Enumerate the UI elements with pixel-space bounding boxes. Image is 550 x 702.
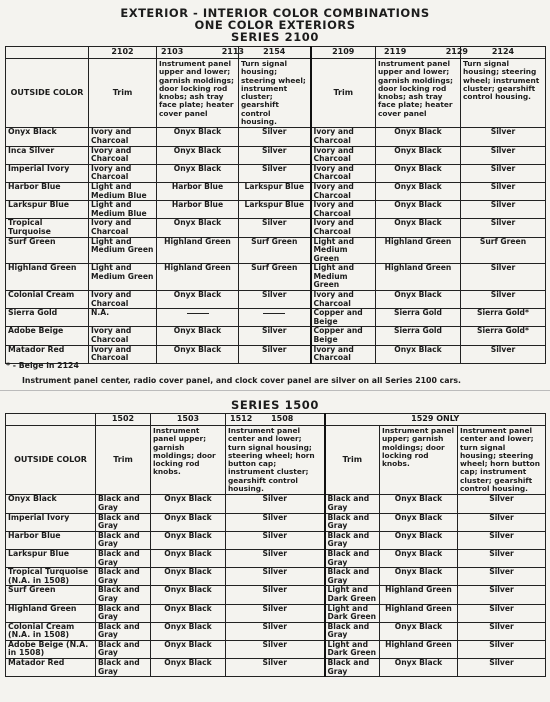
housing-color-cell: Silver [239,327,311,345]
trim-cell-2: Ivory and Charcoal [311,219,376,237]
outside-color-cell: Imperial Ivory [6,513,96,531]
outside-color-header: OUTSIDE COLOR [6,426,96,495]
table-row [6,604,546,622]
housing-color-cell: Silver [226,531,325,549]
panel-color-cell: Onyx Black [151,495,226,513]
trim-cell-2: Light and Medium Green [311,237,376,264]
doc-title: EXTERIOR - INTERIOR COLOR COMBINATIONS [120,6,430,20]
trim-cell: Black and Gray [96,640,151,658]
housing-color-cell-2: Silver [458,549,546,567]
housing-color-cell-2: Silver [458,604,546,622]
housing-color-cell: Silver [239,164,311,182]
outside-color-cell: Highland Green [6,264,89,291]
model-2119: 2119 2129 [376,47,461,59]
table-row [6,219,546,237]
outside-color-header: OUTSIDE COLOR [6,59,89,128]
table-row [6,164,546,182]
table-row [6,549,546,567]
blank-header-cell [6,47,89,59]
trim-cell-2: Ivory and Charcoal [311,345,376,363]
trim-cell-2: Ivory and Charcoal [311,146,376,164]
panel-color-cell: Onyx Black [157,291,239,309]
housing-color-cell: Silver [239,291,311,309]
table-row [6,586,546,604]
trim-cell-2: Ivory and Charcoal [311,164,376,182]
trim-cell: Black and Gray [96,568,151,586]
trim-cell-2: Ivory and Charcoal [311,182,376,200]
trim-cell: Black and Gray [96,604,151,622]
desc-turn-signal: Turn signal housing; steering wheel; instrument cluster; gearshift control housing. [239,59,311,128]
housing-color-cell: Larkspur Blue [239,201,311,219]
housing-color-cell-2: Silver [458,640,546,658]
housing-color-cell: Silver [239,345,311,363]
outside-color-cell: Onyx Black [6,128,89,146]
housing-color-cell-2: Silver [458,568,546,586]
trim-cell-2: Black and Gray [325,622,380,640]
trim-cell: Ivory and Charcoal [89,164,157,182]
model-1508: 1508 [271,414,294,424]
panel-color-cell: Onyx Black [157,327,239,345]
model-1503: 1503 [151,414,226,426]
housing-color-cell-2: Silver [458,513,546,531]
panel-color-cell-2: Onyx Black [376,201,461,219]
trim-cell: Ivory and Charcoal [89,291,157,309]
model-2109: 2109 [311,47,376,59]
outside-color-cell: Larkspur Blue [6,549,96,567]
panel-color-cell-2: Onyx Black [376,146,461,164]
desc-instrument-panel-2: Instrument panel upper and lower; garnish moldings; door locking rod knobs; ash tray face plate; heater cover panel [376,59,461,128]
housing-color-cell: Larkspur Blue [239,182,311,200]
housing-color-cell: Silver [226,568,325,586]
series-2100-body [6,128,546,363]
trim-cell: Light and Medium Green [89,264,157,291]
panel-color-cell: Onyx Black [157,219,239,237]
trim-cell: Light and Medium Green [89,237,157,264]
trim-cell: Ivory and Charcoal [89,345,157,363]
panel-color-cell: Highland Green [157,237,239,264]
housing-color-cell-2: Silver [461,164,546,182]
table-row [6,182,546,200]
outside-color-cell: Onyx Black [6,495,96,513]
housing-color-cell-2: Silver [458,531,546,549]
outside-color-cell: Imperial Ivory [6,164,89,182]
housing-color-cell-2: Silver [461,201,546,219]
housing-color-cell: Silver [226,622,325,640]
table-row [6,264,546,291]
trim-cell-2: Ivory and Charcoal [311,291,376,309]
panel-color-cell-2: Onyx Black [380,659,458,677]
trim-cell-2: Black and Gray [325,659,380,677]
trim-header: Trim [89,59,157,128]
panel-color-cell-2: Highland Green [376,264,461,291]
panel-color-cell-2: Onyx Black [376,291,461,309]
trim-cell-2: Copper and Beige [311,309,376,327]
trim-cell: Black and Gray [96,622,151,640]
model-2103: 2103 2113 [157,47,239,59]
panel-color-cell: Harbor Blue [157,182,239,200]
trim-header-2: Trim [325,426,380,495]
panel-color-cell-2: Highland Green [376,237,461,264]
outside-color-cell: Surf Green [6,237,89,264]
series-2100-title: SERIES 2100 [230,30,320,44]
desc-turn-signal-2: Turn signal housing; steering wheel; instrument cluster; gearshift control housing. [461,59,546,128]
outside-color-cell: Colonial Cream (N.A. in 1508) [6,622,96,640]
outside-color-cell: Highland Green [6,604,96,622]
column-description-row-1500 [6,426,546,495]
trim-cell-2: Black and Gray [325,549,380,567]
table-row [6,568,546,586]
housing-color-cell: Silver [226,513,325,531]
housing-color-cell: Silver [226,495,325,513]
panel-color-cell-2: Onyx Black [376,182,461,200]
outside-color-cell: Colonial Cream [6,291,89,309]
trim-cell: N.A. [89,309,157,327]
housing-color-cell: Silver [239,219,311,237]
housing-color-cell-2: Silver [461,219,546,237]
housing-color-cell-2: Silver [458,495,546,513]
panel-color-cell: Onyx Black [151,549,226,567]
trim-cell-2: Ivory and Charcoal [311,201,376,219]
outside-color-cell: Harbor Blue [6,182,89,200]
outside-color-cell: Adobe Beige (N.A. in 1508) [6,640,96,658]
model-2102: 2102 [89,47,157,59]
trim-cell: Black and Gray [96,549,151,567]
desc-instrument-panel-upper: Instrument panel upper; garnish moldings; door locking rod knobs. [151,426,226,495]
trim-cell: Black and Gray [96,659,151,677]
series-1500-title: SERIES 1500 [230,398,320,412]
trim-cell: Black and Gray [96,586,151,604]
trim-cell-2: Black and Gray [325,531,380,549]
blank-header-cell [6,414,96,426]
housing-color-cell: Silver [226,640,325,658]
housing-color-cell-2: Sierra Gold* [461,309,546,327]
housing-color-cell: Silver [226,659,325,677]
panel-color-cell: Onyx Black [151,604,226,622]
housing-color-cell-2: Silver [461,146,546,164]
model-2113: 2113 [221,47,244,57]
housing-color-cell: Silver [239,128,311,146]
housing-color-cell-2: Silver [458,659,546,677]
trim-cell: Black and Gray [96,531,151,549]
model-1512: 1512 [230,414,253,424]
panel-color-cell: Onyx Black [151,622,226,640]
model-1529-only: 1529 ONLY [325,414,546,426]
outside-color-cell: Adobe Beige [6,327,89,345]
desc-instrument-panel-center: Instrument panel center and lower; turn signal housing; steering wheel; horn button cap; instrument cluster; gearshift control housing. [226,426,325,495]
trim-cell-2: Ivory and Charcoal [311,128,376,146]
trim-cell-2: Light and Dark Green [325,586,380,604]
table-row [6,622,546,640]
housing-color-cell: Silver [226,549,325,567]
outside-color-cell: Surf Green [6,586,96,604]
trim-cell-2: Black and Gray [325,495,380,513]
series-1500-table [5,413,546,677]
panel-color-cell: Onyx Black [151,640,226,658]
panel-color-cell-2: Onyx Black [376,219,461,237]
footnote-instrument-panel: Instrument panel center, radio cover panel, and clock cover panel are silver on all Series 2100 cars. [22,376,461,385]
panel-color-cell-2: Sierra Gold [376,309,461,327]
table-row [6,237,546,264]
panel-color-cell: Onyx Black [151,568,226,586]
trim-cell: Ivory and Charcoal [89,219,157,237]
desc-instrument-panel: Instrument panel upper and lower; garnish moldings; door locking rod knobs; ash tray face plate; heater cover panel [157,59,239,128]
trim-cell: Ivory and Charcoal [89,327,157,345]
panel-color-cell-2: Highland Green [380,586,458,604]
trim-cell: Light and Medium Blue [89,182,157,200]
series-2100-table [5,46,546,364]
housing-color-cell-2: Silver [461,291,546,309]
trim-cell: Black and Gray [96,495,151,513]
table-row [6,495,546,513]
not-available-dash [187,313,209,314]
panel-color-cell-2: Highland Green [380,640,458,658]
table-row [6,659,546,677]
trim-cell-2: Light and Medium Green [311,264,376,291]
section-divider [0,390,550,391]
outside-color-cell: Sierra Gold [6,309,89,327]
panel-color-cell: Onyx Black [157,146,239,164]
panel-color-cell: Onyx Black [151,586,226,604]
housing-color-cell: Silver [226,604,325,622]
panel-color-cell-2: Onyx Black [380,513,458,531]
housing-color-cell-2: Sierra Gold* [461,327,546,345]
housing-color-cell-2: Silver [458,586,546,604]
panel-color-cell: Harbor Blue [157,201,239,219]
housing-color-cell-2: Silver [461,182,546,200]
table-row [6,640,546,658]
not-available-dash [263,313,285,314]
trim-cell: Ivory and Charcoal [89,128,157,146]
model-2154: 2154 [239,47,311,59]
housing-color-cell: Silver [226,586,325,604]
panel-color-cell-2: Onyx Black [376,128,461,146]
table-row [6,291,546,309]
outside-color-cell: Matador Red [6,659,96,677]
housing-color-cell-2: Silver [461,264,546,291]
trim-cell: Black and Gray [96,513,151,531]
housing-color-cell: Silver [239,146,311,164]
table-row [6,345,546,363]
panel-color-cell-2: Onyx Black [376,345,461,363]
outside-color-cell: Larkspur Blue [6,201,89,219]
trim-cell-2: Black and Gray [325,513,380,531]
outside-color-cell: Tropical Turquoise [6,219,89,237]
trim-cell-2: Light and Dark Green [325,640,380,658]
panel-color-cell-2: Onyx Black [376,164,461,182]
panel-color-cell: Highland Green [157,264,239,291]
trim-cell-2: Light and Dark Green [325,604,380,622]
model-1502: 1502 [96,414,151,426]
doc-subtitle: ONE COLOR EXTERIORS [194,18,356,32]
table-row [6,146,546,164]
panel-color-cell: Onyx Black [151,659,226,677]
panel-color-cell-2: Onyx Black [380,531,458,549]
panel-color-cell-2: Onyx Black [380,568,458,586]
model-1512-1508 [226,414,325,426]
column-description-row [6,59,546,128]
panel-color-cell: Onyx Black [157,164,239,182]
panel-color-cell-2: Onyx Black [380,622,458,640]
panel-color-cell-2: Highland Green [380,604,458,622]
model-2124: 2124 [461,47,546,59]
desc-instrument-panel-upper-2: Instrument panel upper; garnish moldings; door locking rod knobs. [380,426,458,495]
desc-instrument-panel-center-2: Instrument panel center and lower; turn signal housing; steering wheel; horn button cap; instrument cluster; gearshift control housing. [458,426,546,495]
housing-color-cell-2: Silver [458,622,546,640]
series-1500-body [6,495,546,677]
outside-color-cell: Harbor Blue [6,531,96,549]
trim-cell: Light and Medium Blue [89,201,157,219]
panel-color-cell: Onyx Black [151,513,226,531]
outside-color-cell: Tropical Turquoise (N.A. in 1508) [6,568,96,586]
housing-color-cell [239,309,311,327]
table-row [6,309,546,327]
panel-color-cell-2: Sierra Gold [376,327,461,345]
table-row [6,327,546,345]
panel-color-cell-2: Onyx Black [380,549,458,567]
panel-color-cell: Onyx Black [157,128,239,146]
panel-color-cell: Onyx Black [151,531,226,549]
footnote-beige: * - Beige in 2124 [6,361,79,370]
trim-cell-2: Black and Gray [325,568,380,586]
outside-color-cell: Inca Silver [6,146,89,164]
model-2129: 2129 [445,47,468,57]
model-number-row-1500 [6,414,546,426]
panel-color-cell: Onyx Black [157,345,239,363]
model-number-row [6,47,546,59]
housing-color-cell: Surf Green [239,237,311,264]
panel-color-cell-2: Onyx Black [380,495,458,513]
trim-header-2: Trim [311,59,376,128]
table-row [6,128,546,146]
table-row [6,201,546,219]
table-row [6,531,546,549]
outside-color-cell: Matador Red [6,345,89,363]
trim-cell: Ivory and Charcoal [89,146,157,164]
housing-color-cell: Surf Green [239,264,311,291]
trim-cell-2: Copper and Beige [311,327,376,345]
table-row [6,513,546,531]
housing-color-cell-2: Silver [461,128,546,146]
trim-header: Trim [96,426,151,495]
housing-color-cell-2: Surf Green [461,237,546,264]
housing-color-cell-2: Silver [461,345,546,363]
panel-color-cell [157,309,239,327]
